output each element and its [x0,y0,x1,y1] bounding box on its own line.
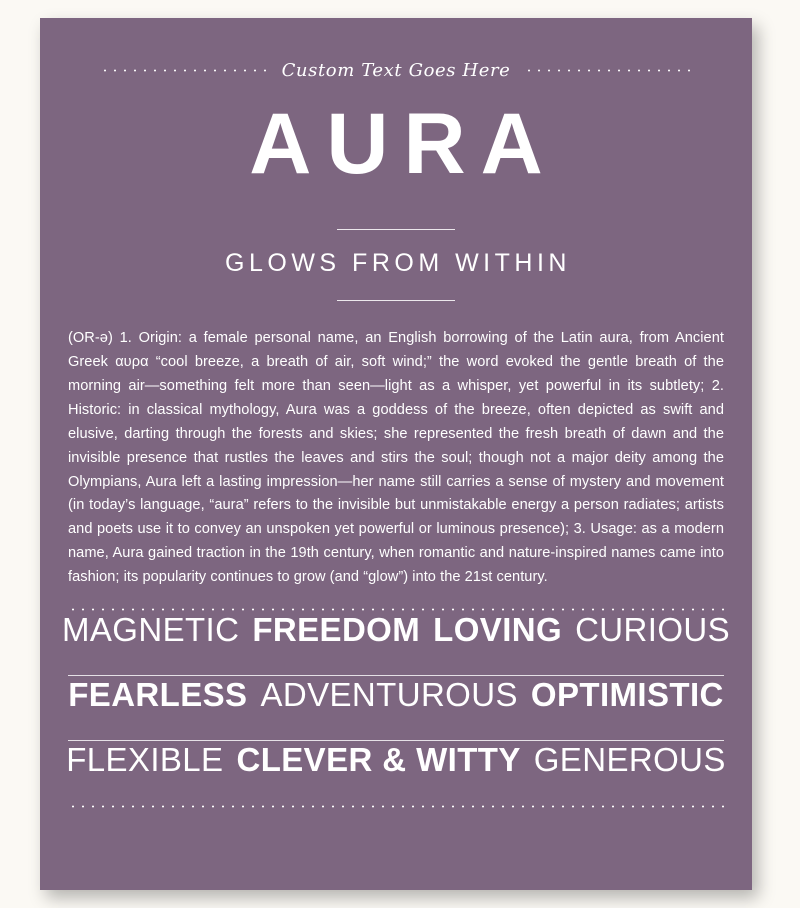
dotted-rule-right-icon [524,69,692,72]
trait-row [61,611,731,675]
poster-content [40,18,752,890]
trait-item: FREEDOM [252,611,421,649]
poster-canvas [40,18,752,890]
trait-item: ADVENTUROUS [260,676,518,714]
trait-item: FLEXIBLE [66,741,224,779]
trait-item: MAGNETIC [61,611,240,649]
dotted-rule-left-icon [100,69,268,72]
divider-above-tagline [337,229,455,230]
divider-traits-1 [68,675,724,676]
trait-row [66,741,726,805]
definition-text: (OR-ə) 1. Origin: a female personal name, an English borrowing of the Latin aura, from Ancient Greek αυρα “cool breeze, a breath of air, soft wind;” the word evoked the gentle breath of the morning air—something felt more than seen—light as a whisper, yet powerful in its subtlety; 2. Historic: in classical mythology, Aura was a goddess of the breeze, often depicted as swift and elusive, darting through the forests and skies; she represented the fresh breath of dawn and the invisible presence that rustles the leaves and stirs the soul; though not a major deity among the Olympians, Aura left a lasting impression—her name still carries a sense of mystery and movement (in today’s language, “aura” refers to the invisible but unmistakable energy a person radiates; artists and poets use it to convey an unspoken yet powerful or luminous presence); 3. Usage: as a modern name, Aura gained traction in the 19th century, when romantic and nature-inspired names came into fashion; its popularity continues to grow (and “glow”) into the 21st century. [68,330,724,586]
divider-below-tagline [337,300,455,301]
trait-item: OPTIMISTIC [530,676,724,714]
poster-name-title: AURA [249,96,558,192]
divider-traits-2 [68,740,724,741]
trait-item: GENEROUS [533,741,726,779]
trait-item: LOVING [433,611,563,649]
poster-tagline: GLOWS FROM WITHIN [225,249,571,277]
trait-row [66,676,726,740]
custom-text: Custom Text Goes Here [281,60,511,81]
trait-item: CURIOUS [575,611,731,649]
traits-section [61,608,731,808]
dotted-rule-traits-bottom-icon [68,805,724,808]
custom-text-row [66,18,726,81]
trait-item: FEARLESS [68,676,248,714]
trait-item: CLEVER & WITTY [236,741,521,779]
